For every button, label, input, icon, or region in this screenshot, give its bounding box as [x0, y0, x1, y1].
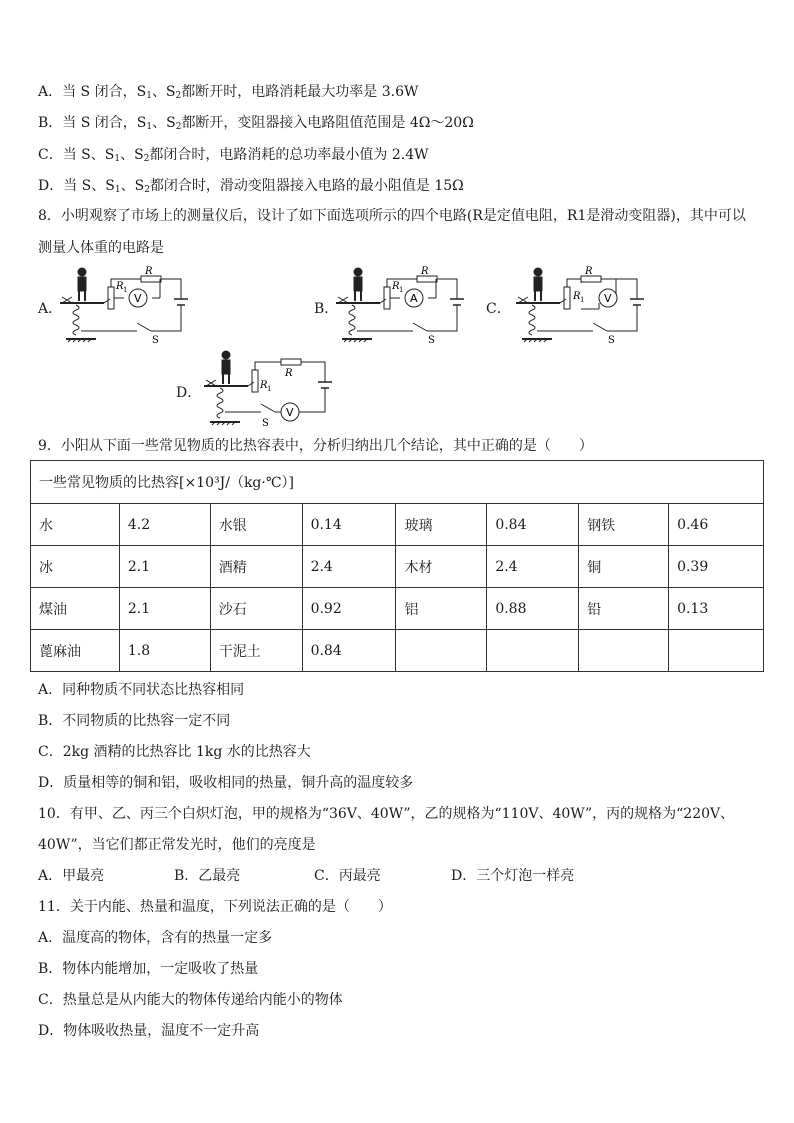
q7-b-text2: 、S	[152, 115, 176, 131]
q7-a-sub1: 1	[146, 91, 152, 101]
table-cell: 0.39	[669, 546, 764, 588]
q8-letter-b: B．	[314, 301, 339, 317]
table-cell: 0.92	[302, 588, 396, 630]
q8-stem: 8．小明观察了市场上的测量仪后，设计了如下面选项所示的四个电路(R是定值电阻，R1是滑动变阻器)，其中可以测量人体重的电路是	[38, 208, 746, 256]
q9-option-d: D．质量相等的铜和铝，吸收相同的热量，铜升高的温度较多	[38, 775, 414, 791]
table-row	[31, 630, 764, 672]
circuit-c-s-label: S	[608, 335, 615, 345]
q7-c-text3: 都闭合时，电路消耗的总功率最小值为 2.4W	[149, 147, 429, 163]
q8-letter-c: C．	[486, 301, 511, 317]
q7-a-text1: A．当 S 闭合，S	[38, 84, 147, 100]
table-cell	[669, 630, 764, 672]
table-cell: 1.8	[119, 630, 210, 672]
q11-option-a: A．温度高的物体，含有的热量一定多	[38, 930, 273, 946]
circuit-c-v-label: V	[604, 292, 612, 305]
table-cell: 0.14	[302, 504, 396, 546]
table-cell: 铝	[396, 588, 487, 630]
circuit-b-a-label: A	[410, 292, 418, 305]
q10-stem-line1: 10．有甲、乙、丙三个白炽灯泡，甲的规格为“36V、40W”，乙的规格为“110V、40W”，丙的规格为“220V、	[38, 806, 735, 822]
circuit-diagram-b	[336, 265, 471, 345]
q7-d-text1: D．当 S、S	[38, 178, 115, 194]
table-cell: 铅	[579, 588, 669, 630]
table-cell: 4.2	[119, 504, 210, 546]
q7-d-text2: 、S	[120, 178, 145, 194]
table-row	[31, 546, 764, 588]
q7-d-sub2: 2	[144, 185, 150, 195]
circuit-d-r-label: R	[285, 368, 293, 379]
table-cell: 2.1	[119, 546, 210, 588]
q9-stem: 9．小阳从下面一些常见物质的比热容表中，分析归纳出几个结论，其中正确的是（ ）	[38, 438, 593, 454]
table-cell: 水	[31, 504, 120, 546]
q10-choice-b: B．乙最亮	[174, 868, 241, 884]
table-cell: 煤油	[31, 588, 120, 630]
circuit-c-r-label: R	[585, 266, 593, 277]
q7-a-text2: 、S	[151, 84, 176, 100]
circuit-b-r-label: R	[421, 266, 429, 277]
q7-b-text1: B．当 S 闭合，S	[38, 115, 147, 131]
circuit-a-r1-label: R	[116, 281, 124, 292]
table-cell	[487, 630, 579, 672]
table-cell: 木材	[396, 546, 487, 588]
circuit-b-s-label: S	[428, 335, 435, 345]
circuit-a-r-label: R	[145, 266, 153, 277]
table-cell: 2.4	[302, 546, 396, 588]
circuit-c-r1-sub: 1	[580, 296, 585, 304]
table-cell: 0.88	[487, 588, 579, 630]
q11-stem: 11．关于内能、热量和温度，下列说法正确的是（ ）	[38, 899, 392, 915]
table-cell: 铜	[579, 546, 669, 588]
table-cell: 蓖麻油	[31, 630, 120, 672]
table-cell: 干泥土	[210, 630, 302, 672]
q10-choice-d: D．三个灯泡一样亮	[451, 868, 575, 884]
q7-a-sub2: 2	[175, 91, 182, 101]
q7-b-sub1: 1	[146, 122, 153, 132]
q7-c-text2: 、S	[120, 147, 144, 163]
q7-c-sub1: 1	[114, 154, 121, 164]
q9-option-c: C．2kg 酒精的比热容比 1kg 水的比热容大	[38, 744, 311, 760]
table-cell: 水银	[210, 504, 302, 546]
circuit-a-r1-sub: 1	[123, 286, 128, 294]
table-cell: 2.1	[119, 588, 210, 630]
circuit-a-v-label: V	[134, 292, 142, 305]
circuit-d-s-label: S	[262, 418, 269, 428]
q8-letter-a: A．	[38, 301, 63, 317]
table-row	[31, 588, 764, 630]
table-cell: 玻璃	[396, 504, 487, 546]
person-body	[78, 277, 86, 291]
circuit-d-r1-label: R	[260, 380, 268, 391]
circuit-b-r1-label: R	[392, 281, 400, 292]
q7-d-text3: 都闭合时，滑动变阻器接入电路的最小阻值是 15Ω	[149, 178, 464, 194]
table-row	[31, 504, 764, 546]
q7-c-sub2: 2	[143, 154, 150, 164]
specific-heat-table	[30, 460, 764, 672]
q11-option-b: B．物体内能增加，一定吸收了热量	[38, 961, 259, 977]
circuit-b-r1-sub: 1	[399, 286, 404, 294]
table-title: 一些常见物质的比热容[×10³J/（kg·℃）]	[31, 461, 764, 504]
table-cell: 0.84	[302, 630, 396, 672]
circuit-a-s-label: S	[152, 335, 159, 345]
q10-choice-a: A．甲最亮	[38, 868, 105, 884]
q7-option-d	[38, 176, 464, 200]
table-cell: 0.13	[669, 588, 764, 630]
circuit-d-r1-sub: 1	[267, 385, 272, 393]
q7-b-text3: 都断开，变阻器接入电路阻值范围是 4Ω～20Ω	[181, 115, 474, 131]
person-head	[78, 268, 86, 276]
q7-option-b	[38, 113, 474, 137]
q7-d-sub1: 1	[114, 185, 121, 195]
table-cell: 2.4	[487, 546, 579, 588]
q9-option-a: A．同种物质不同状态比热容相同	[38, 682, 245, 698]
q7-b-sub2: 2	[175, 122, 182, 132]
q11-option-d: D．物体吸收热量，温度不一定升高	[38, 1023, 260, 1039]
q8-letter-d: D．	[176, 385, 202, 401]
table-cell: 0.46	[669, 504, 764, 546]
q11-option-c: C．热量总是从内能大的物体传递给内能小的物体	[38, 992, 343, 1008]
table-cell	[396, 630, 487, 672]
table-cell: 酒精	[210, 546, 302, 588]
q10-stem-line2: 40W”，当它们都正常发光时，他们的亮度是	[38, 837, 316, 853]
table-cell: 钢铁	[579, 504, 669, 546]
circuit-diagram-c	[516, 265, 651, 345]
q10-choice-c: C．丙最亮	[314, 868, 381, 884]
table-title-row	[31, 461, 764, 504]
q9-option-b: B．不同物质的比热容一定不同	[38, 713, 231, 729]
table-cell: 0.84	[487, 504, 579, 546]
q7-a-text3: 都断开时，电路消耗最大功率是 3.6W	[181, 84, 419, 100]
q10-choices	[38, 865, 758, 885]
circuit-c-r1-label: R	[573, 291, 581, 302]
q7-option-a	[38, 82, 418, 106]
table-cell: 冰	[31, 546, 120, 588]
circuit-diagram-d	[204, 348, 339, 428]
q7-option-c	[38, 145, 429, 169]
q7-c-text1: C．当 S、S	[38, 147, 115, 163]
circuit-diagram-a	[60, 265, 195, 345]
table-cell	[579, 630, 669, 672]
circuit-d-v-label: V	[286, 406, 294, 419]
table-cell: 沙石	[210, 588, 302, 630]
